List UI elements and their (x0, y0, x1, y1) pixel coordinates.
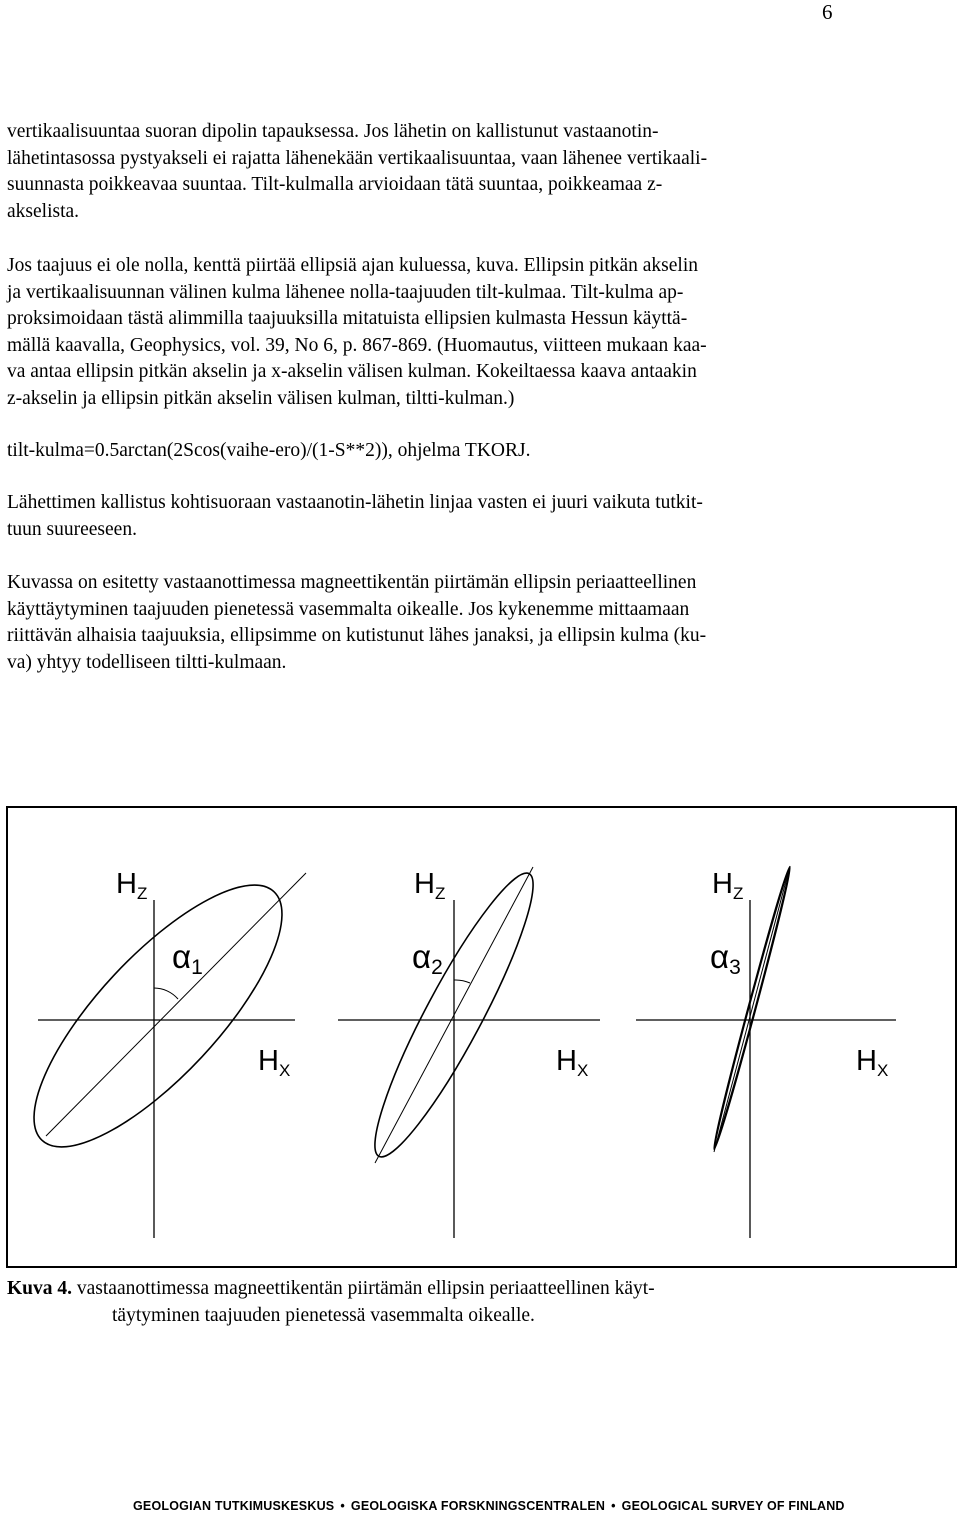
svg-text:HZ (414, 868, 445, 903)
footer-org-sv: GEOLOGISKA FORSKNINGSCENTRALEN (350, 1499, 606, 1513)
footer-separator: • (340, 1499, 345, 1513)
svg-text:α1 (172, 938, 203, 979)
caption-label: Kuva 4. (7, 1278, 73, 1299)
svg-text:HZ (712, 868, 743, 903)
ellipse-major-axis (46, 873, 306, 1136)
ellipse-diagram (8, 808, 955, 1266)
text-line: lähetintasossa pystyakseli ei rajatta lähenekään vertikaalisuuntaa, vaan lähenee vertikaali- (7, 147, 708, 169)
figure-caption (7, 1275, 655, 1329)
angle-label: α (412, 938, 432, 975)
text-line: va) yhtyy todelliseen tiltti-kulmaan. (7, 651, 287, 673)
axis-sub: Z (732, 884, 744, 903)
axis-sub: Z (136, 884, 148, 903)
text-line: akselista. (7, 200, 80, 222)
angle-sub: 3 (729, 956, 741, 979)
axis-label-hx: H (856, 1045, 877, 1077)
axis-label-hz: H (712, 868, 733, 900)
svg-text:HX (856, 1045, 888, 1080)
angle-arc (454, 980, 470, 983)
axis-label-hx: H (556, 1045, 577, 1077)
page-number: 6 (822, 0, 833, 24)
paragraph-formula (7, 438, 530, 465)
panel-1-labels (116, 868, 290, 1080)
ellipse-figure (6, 806, 957, 1268)
text-line: tilt-kulma=0.5arctan(2Scos(vaihe-ero)/(1-S**2)), ohjelma TKORJ. (7, 440, 531, 461)
caption-text-line2: täytyminen taajuuden pienetessä vasemmalta oikealle. (112, 1305, 535, 1326)
axis-sub: X (278, 1061, 291, 1080)
text-line: vertikaalisuuntaa suoran dipolin tapauksessa. Jos lähetin on kallistunut vastaanotin- (7, 121, 659, 142)
axis-label-hz: H (414, 868, 435, 900)
axis-sub: Z (434, 884, 446, 903)
text-line: Kuvassa on esitetty vastaanottimessa magneettikentän piirtämän ellipsin periaatteellinen (7, 572, 697, 593)
paragraph-transmitter-tilt (7, 490, 703, 543)
text-line: va antaa ellipsin pitkän akselin ja x-akselin välisen kulman. Kokeiltaessa kaava antaakin (7, 361, 697, 382)
text-line: mällä kaavalla, Geophysics, vol. 39, No 6, p. 867-869. (Huomautus, viitteen mukaan kaa- (7, 334, 707, 356)
paragraph-dipole (7, 119, 707, 225)
angle-arc (154, 988, 178, 999)
footer-org-fi: GEOLOGIAN TUTKIMUSKESKUS (133, 1499, 335, 1513)
axis-sub: X (576, 1061, 589, 1080)
svg-text:HX (258, 1045, 290, 1080)
text-line: tuun suureeseen. (7, 518, 137, 540)
axis-sub: X (876, 1061, 889, 1080)
text-line: proksimoidaan tästä alimmilla taajuuksilla mitatuista ellipsien kulmasta Hessun käyttä- (7, 308, 688, 329)
footer-org-en: GEOLOGICAL SURVEY OF FINLAND (621, 1499, 845, 1513)
text-line: ja vertikaalisuunnan välinen kulma lähenee nolla-taajuuden tilt-kulmaa. Tilt-kulma ap- (7, 281, 684, 303)
text-line: Lähettimen kallistus kohtisuoraan vastaanotin-lähetin linjaa vasten ei juuri vaikuta tutkit- (7, 492, 703, 513)
angle-label: α (710, 938, 730, 975)
axis-label-hx: H (258, 1045, 279, 1077)
svg-text:α3 (710, 938, 741, 979)
angle-sub: 2 (431, 956, 443, 979)
text-line: Jos taajuus ei ole nolla, kenttä piirtää ellipsiä ajan kuluessa, kuva. Ellipsin pitkän akselin (7, 255, 699, 276)
text-line: riittävän alhaisia taajuuksia, ellipsimme on kutistunut lähes janaksi, ja ellipsin kulma (ku- (7, 625, 707, 646)
angle-sub: 1 (191, 956, 203, 979)
paragraph-figure-description (7, 570, 706, 676)
footer-separator: • (611, 1499, 616, 1513)
svg-text:HZ (116, 868, 147, 903)
panel-2-labels (412, 868, 588, 1080)
field-ellipse (8, 851, 318, 1182)
text-line: suunnasta poikkeavaa suuntaa. Tilt-kulmalla arvioidaan tätä suuntaa, poikkeamaa z- (7, 174, 663, 195)
angle-label: α (172, 938, 192, 975)
svg-text:α2 (412, 938, 443, 979)
caption-text-line1: vastaanottimessa magneettikentän piirtämän ellipsin periaatteellinen käyt- (72, 1278, 655, 1299)
svg-text:HX (556, 1045, 588, 1080)
ellipse-major-axis (714, 866, 790, 1152)
axis-label-hz: H (116, 868, 137, 900)
page-footer (133, 1499, 845, 1513)
text-line: z-akselin ja ellipsin pitkän akselin välisen kulman, tiltti-kulman.) (7, 387, 515, 409)
paragraph-ellipse (7, 253, 707, 412)
text-line: käyttäytyminen taajuuden pienetessä vasemmalta oikealle. Jos kykenemme mittaamaan (7, 598, 690, 620)
